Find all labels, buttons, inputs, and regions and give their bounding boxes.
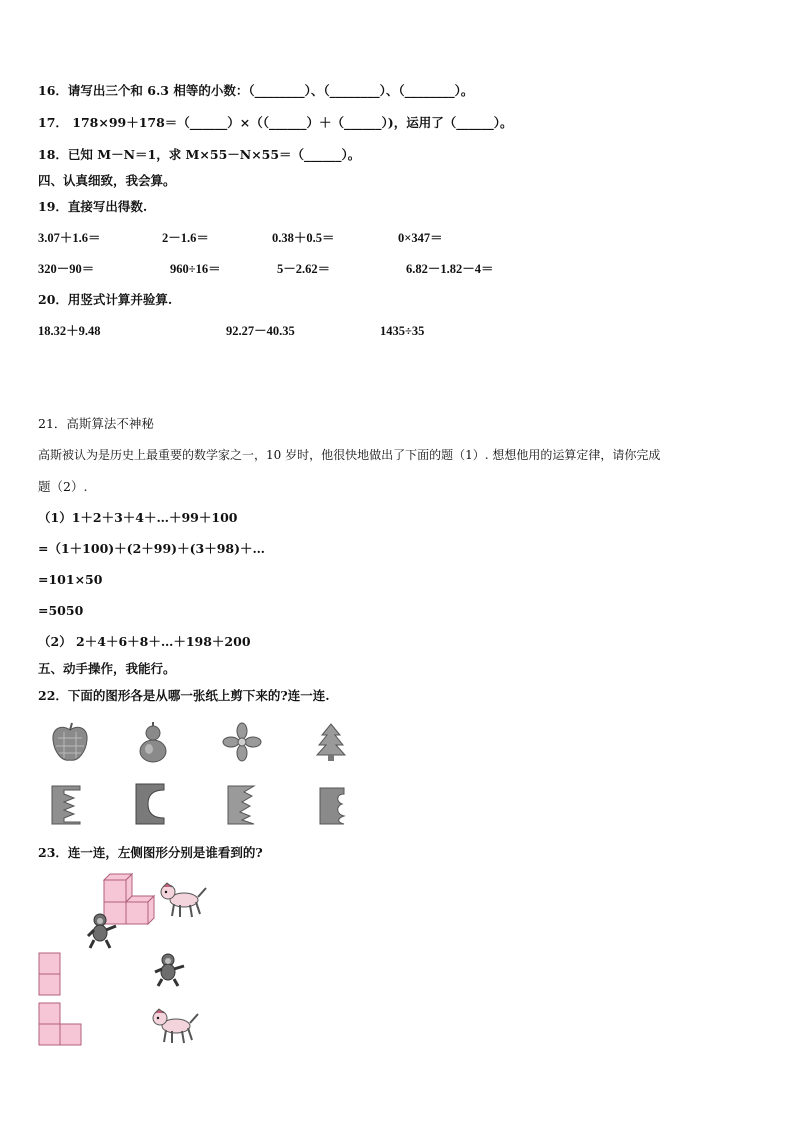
q21-title: 21．高斯算法不神秘 xyxy=(38,416,154,431)
dog-icon xyxy=(150,1008,200,1046)
tree-icon xyxy=(316,722,346,762)
cut-paper-c-icon xyxy=(134,782,166,826)
monkey-icon xyxy=(84,912,118,950)
q23: 23．连一连，左侧图形分别是谁看到的? xyxy=(38,845,263,860)
apple-icon xyxy=(50,722,90,764)
view-two-squares-icon xyxy=(38,952,62,996)
q19-item: 0.38＋0.5＝ xyxy=(272,231,335,245)
q22: 22．下面的图形各是从哪一张纸上剪下来的?连一连. xyxy=(38,688,330,703)
q20-item: 18.32＋9.48 xyxy=(38,324,101,338)
q21-line: （1）1＋2＋3＋4＋…＋99＋100 xyxy=(38,510,238,525)
gourd-icon xyxy=(136,720,170,764)
section-4-heading: 四、认真细致，我会算。 xyxy=(38,173,176,188)
q17: 17． 178×99＋178＝（______）×（（______）＋（______）)，运用了（______）。 xyxy=(38,115,513,130)
section-5-heading: 五、动手操作，我能行。 xyxy=(38,661,176,676)
cut-paper-e-icon xyxy=(50,784,82,826)
q21-line: =（1＋100)＋(2＋99)＋(3＋98)＋… xyxy=(38,541,266,556)
q19-item: 320－90＝ xyxy=(38,262,95,276)
q19-item: 5－2.62＝ xyxy=(277,262,331,276)
monkey-icon xyxy=(152,952,186,988)
q20: 20．用竖式计算并验算. xyxy=(38,292,173,307)
cut-paper-wave-icon xyxy=(318,786,346,826)
q19-item: 2－1.6＝ xyxy=(162,231,209,245)
q21-line: （2） 2＋4＋6＋8＋…＋198＋200 xyxy=(38,634,251,649)
q21-line: =5050 xyxy=(38,603,84,618)
q19-item: 960÷16＝ xyxy=(170,262,221,276)
q21-text: 高斯被认为是历史上最重要的数学家之一，10 岁时，他很快地做出了下面的题（1）. 想想他用的运算定律，请你完成 xyxy=(38,448,661,462)
flower-icon xyxy=(222,722,262,762)
q19-item: 0×347＝ xyxy=(398,231,443,245)
q18: 18．已知 M－N＝1，求 M×55－N×55＝（______）。 xyxy=(38,147,361,162)
q20-item: 92.27－40.35 xyxy=(226,324,295,338)
dog-icon xyxy=(158,882,208,920)
q16: 16．请写出三个和 6.3 相等的小数：（________）、（________）、（________）。 xyxy=(38,83,474,98)
q21-line: =101×50 xyxy=(38,572,103,587)
cut-paper-zigzag-icon xyxy=(226,784,256,826)
q19: 19．直接写出得数. xyxy=(38,199,148,214)
view-l-shape-icon xyxy=(38,1002,84,1046)
q20-item: 1435÷35 xyxy=(380,324,425,338)
q21-text: 题（2）. xyxy=(38,479,88,494)
q19-item: 6.82－1.82－4＝ xyxy=(406,262,494,276)
q19-item: 3.07＋1.6＝ xyxy=(38,231,101,245)
